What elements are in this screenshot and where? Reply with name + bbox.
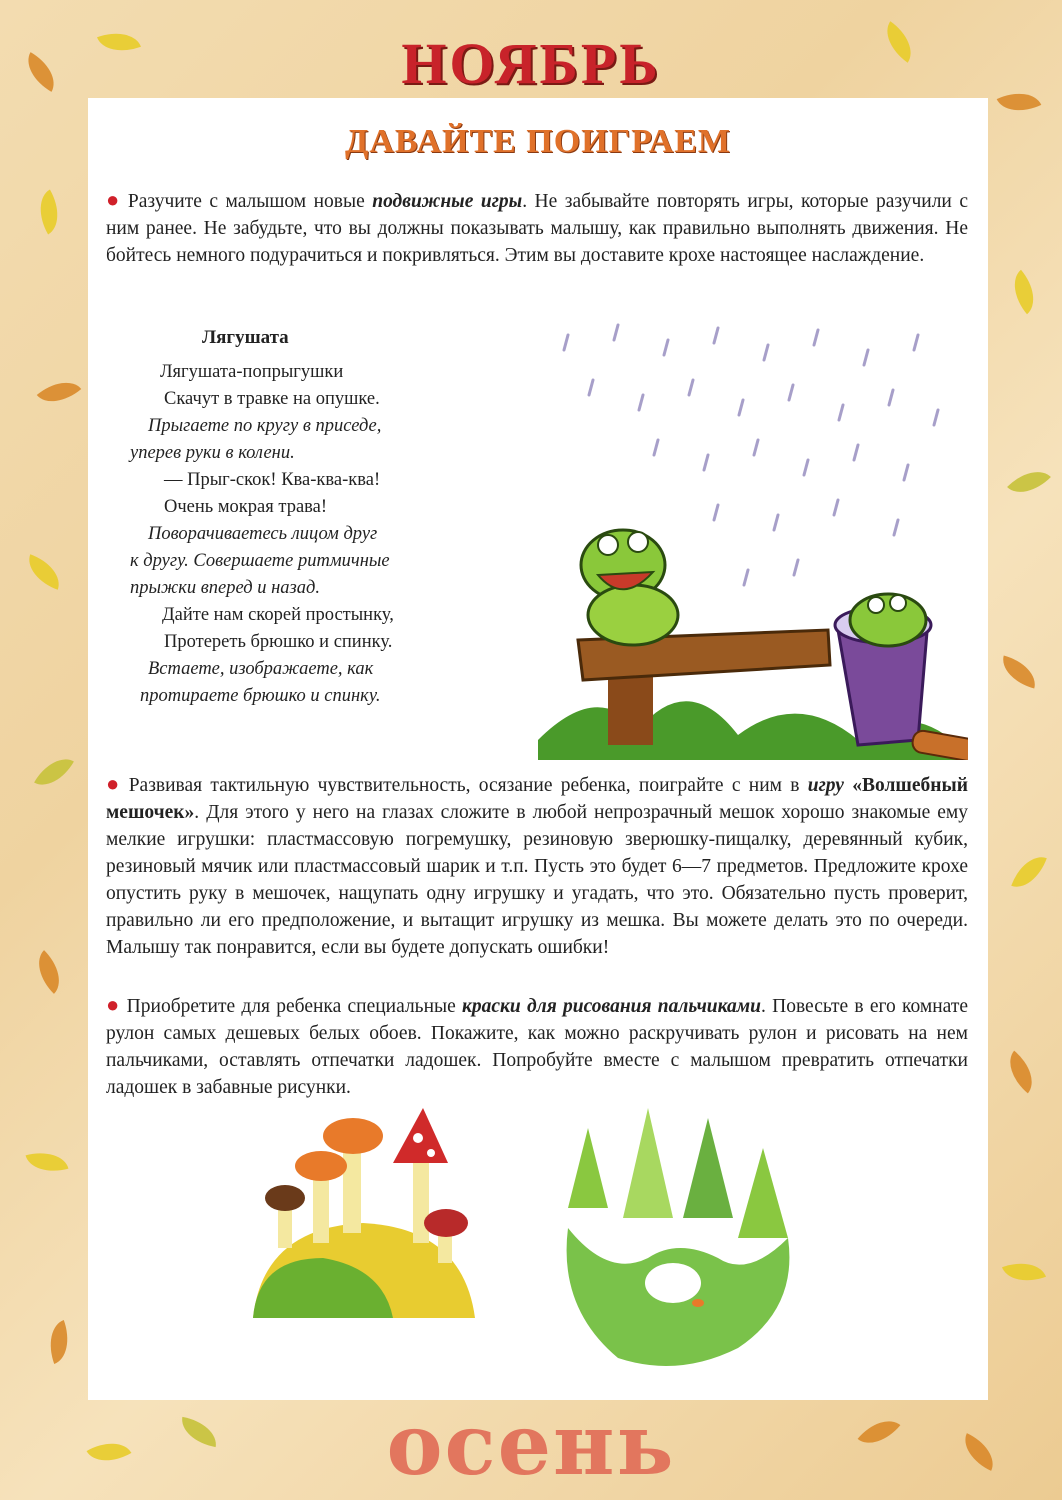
text: . Для этого у него на глазах сложите в любой непрозрачный мешок хорошо знакомые ему мелкие игрушки: пластмассовую погремушку, резиновую зверюшку-пищалку, деревянный кубик, резиновый мячик или пластмассовый шарик и т.п. Пусть это будет 6—7 предметов. Предложите крохе опустить руку в мешочек, нащупать одну игрушку и угадать, что это. Обязательно пусть проверит, правильно ли его предположение, и вытащит игрушку из мешка. Вы можете делать это по очереди. Малышу так понравится, если вы будете допускать ошибки! [106, 802, 968, 958]
text: . Не забывайте повторять игры, которые разучили с ним ранее. Не забудьте, что вы должны показывать малышу, как правильно выполнять движения. Не бойтесь немного подурачиться и покривляться. Этим вы доставите крохе настоящее наслаждение. [106, 191, 969, 266]
paragraph-magic-bag [106, 770, 968, 961]
leaf-icon [999, 1051, 1044, 1094]
leaf-icon [34, 750, 74, 795]
text: Разучите с малышом новые [127, 191, 373, 212]
poem-instruction: прыжки вперед и назад. [130, 578, 320, 598]
poem-instruction: уперев руки в колени. [130, 443, 295, 463]
emphasis: игру [807, 775, 844, 796]
text: Развивая тактильную чувствительность, осязание ребенка, поиграйте с ним в [128, 775, 808, 796]
leaf-icon [27, 950, 71, 994]
paragraph-outdoor-games [106, 186, 968, 269]
poem-instruction: протираете брюшко и спинку. [140, 686, 381, 706]
page-title: НОЯБРЬ [401, 31, 661, 96]
paragraph-finger-paints [106, 991, 968, 1101]
leaf-icon [998, 655, 1041, 688]
frogs-illustration [458, 320, 968, 760]
leaf-icon [29, 190, 69, 235]
poem-line: Очень мокрая трава! [164, 497, 328, 517]
text: . Повесьте в его комнате рулон самых дешевых белых обоев. Покажите, как можно раскручивать рулон и рисовать на нем пальчиками, оставлять отпечатки ладошек. Попробуйте вместе с малышом превратить отпечатки ладошек в забавные рисунки. [106, 996, 969, 1098]
leaf-icon [37, 371, 82, 414]
bullet-icon: ● [106, 187, 122, 212]
poem-line: Лягушата-попрыгушки [160, 362, 344, 382]
poem-line: — Прыг-скок! Ква-ква-ква! [164, 470, 381, 490]
section-title: ДАВАЙТЕ ПОИГРАЕМ [344, 123, 732, 160]
season-title: осень [386, 1395, 676, 1494]
leaf-icon [1011, 850, 1047, 894]
poem-instruction: Прыгаете по кругу в приседе, [148, 416, 382, 436]
leaf-icon [1003, 270, 1046, 315]
leaf-icon [41, 1320, 77, 1364]
bullet-icon: ● [106, 771, 123, 796]
leaf-icon [26, 1145, 69, 1178]
poem-instruction: к другу. Совершаете ритмичные [130, 551, 390, 571]
emphasis: краски для рисования пальчиками [462, 996, 762, 1017]
mushrooms-handprint-illustration [243, 1108, 483, 1318]
poem-line: Скачут в травке на опушке. [164, 389, 380, 409]
leaf-icon [1007, 460, 1051, 504]
leaf-icon [22, 554, 66, 590]
poem-title: Лягушата [202, 327, 289, 348]
text: Приобретите для ребенка специальные [126, 996, 463, 1017]
poem-instruction: Поворачиваетесь лицом друг [148, 524, 378, 544]
poem [130, 324, 450, 710]
bullet-icon: ● [106, 992, 121, 1017]
leaf-icon [1002, 1254, 1046, 1290]
forest-handprint-illustration [548, 1108, 808, 1378]
content-panel [88, 98, 988, 1400]
emphasis: подвижные игры [372, 191, 523, 212]
game-name: «Волшебный мешочек» [106, 775, 968, 823]
poem-line: Дайте нам скорей простынку, [162, 605, 394, 625]
poem-instruction: Встаете, изображаете, как [148, 659, 374, 679]
poem-line: Протереть брюшко и спинку. [164, 632, 393, 652]
